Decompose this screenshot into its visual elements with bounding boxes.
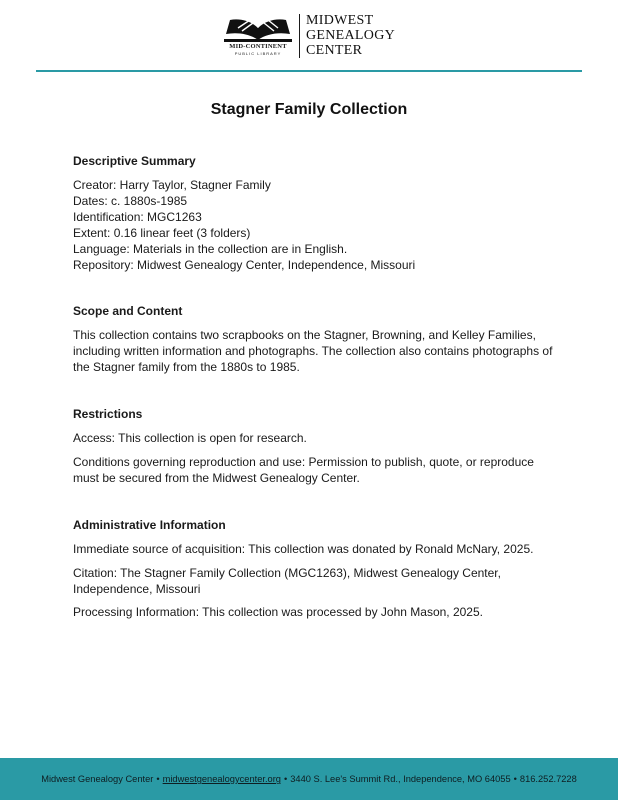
center-name bbox=[306, 13, 395, 58]
open-book-icon bbox=[224, 14, 292, 44]
admin-citation: Citation: The Stagner Family Collection (MGC1263), Midwest Genealogy Center, Independence, Missouri bbox=[73, 566, 501, 596]
page-footer bbox=[0, 758, 618, 800]
section-heading-scope: Scope and Content bbox=[73, 304, 183, 318]
restrictions-conditions: Conditions governing reproduction and use: Permission to publish, quote, or reproduce must be secured from the Midwest Genealogy Center. bbox=[73, 455, 534, 485]
section-heading-summary: Descriptive Summary bbox=[73, 154, 196, 168]
center-name-line-3: CENTER bbox=[306, 43, 363, 58]
footer-separator: • bbox=[283, 774, 288, 784]
mcpl-logo bbox=[220, 14, 296, 60]
logo-divider bbox=[299, 14, 300, 58]
footer-separator: • bbox=[513, 774, 517, 784]
center-name-line-2: GENEALOGY bbox=[306, 28, 396, 43]
footer-org: Midwest Genealogy Center bbox=[41, 774, 154, 784]
admin-processing: Processing Information: This collection was processed by John Mason, 2025. bbox=[73, 605, 483, 619]
admin-source: Immediate source of acquisition: This collection was donated by Ronald McNary, 2025. bbox=[73, 542, 534, 556]
section-heading-admin: Administrative Information bbox=[73, 518, 226, 532]
section-heading-restrictions: Restrictions bbox=[73, 407, 143, 421]
center-name-line-1: MIDWEST bbox=[306, 13, 374, 28]
footer-website-link[interactable]: midwestgenealogycenter.org bbox=[162, 774, 281, 784]
summary-creator: Creator: Harry Taylor, Stagner Family bbox=[73, 178, 271, 192]
summary-language: Language: Materials in the collection are in English. bbox=[73, 242, 348, 256]
library-name: MID-CONTINENT bbox=[229, 43, 287, 50]
scope-paragraph: This collection contains two scrapbooks on the Stagner, Browning, and Kelley Families, including written information and photographs. The collection also contains photographs of the Stagner family from the 1880s to 1985. bbox=[73, 328, 553, 374]
summary-extent: Extent: 0.16 linear feet (3 folders) bbox=[73, 226, 251, 240]
library-subtitle: PUBLIC LIBRARY bbox=[234, 51, 282, 56]
footer-phone: 816.252.7228 bbox=[519, 774, 577, 784]
summary-identification: Identification: MGC1263 bbox=[73, 210, 202, 224]
document-title: Stagner Family Collection bbox=[210, 101, 408, 118]
footer-separator: • bbox=[156, 774, 160, 784]
page-header bbox=[0, 12, 618, 62]
header-rule bbox=[36, 70, 582, 72]
restrictions-access: Access: This collection is open for research. bbox=[73, 431, 307, 445]
summary-repository: Repository: Midwest Genealogy Center, Independence, Missouri bbox=[73, 258, 416, 272]
footer-address: 3440 S. Lee's Summit Rd., Independence, MO 64055 bbox=[290, 774, 511, 784]
summary-dates: Dates: c. 1880s-1985 bbox=[73, 194, 188, 208]
